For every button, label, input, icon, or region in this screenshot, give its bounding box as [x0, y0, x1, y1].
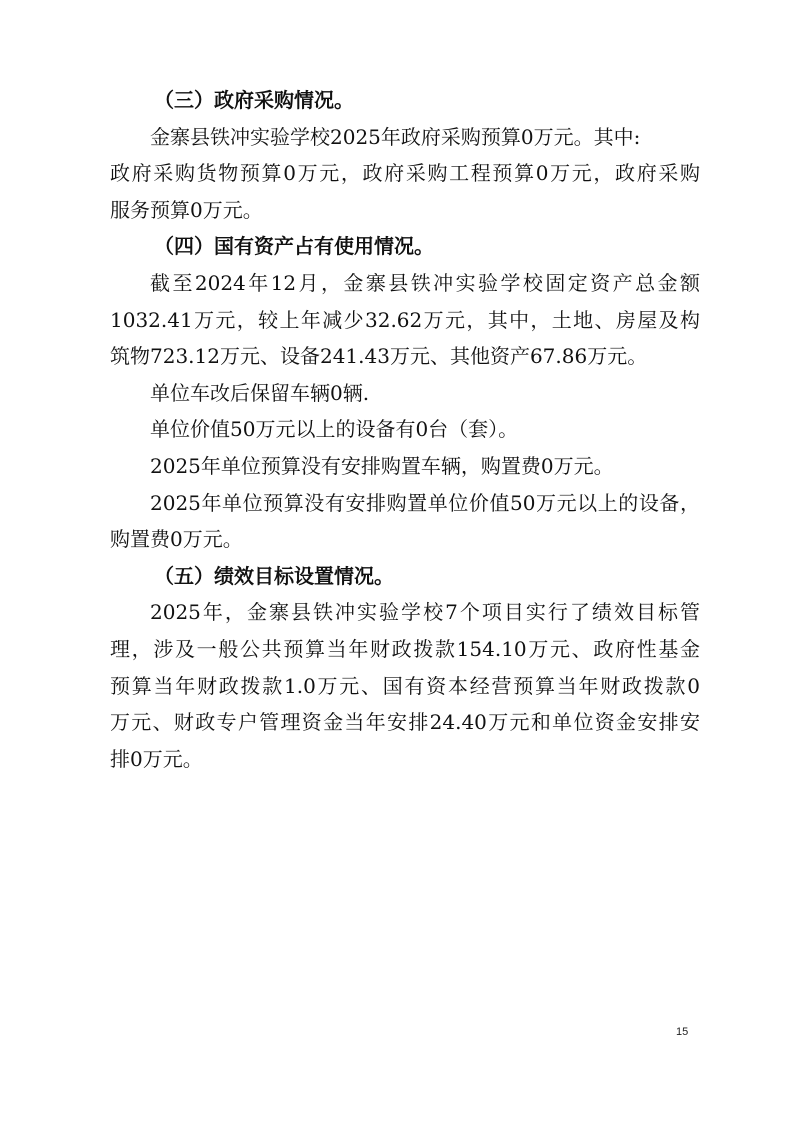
paragraph-line: 2025年，金寨县铁冲实验学校7个项目实行了绩效目标管: [150, 600, 700, 625]
paragraph-line: 单位价值50万元以上的设备有0台（套）。: [150, 417, 519, 442]
section-heading-performance: （五）绩效目标设置情况。: [154, 563, 394, 588]
paragraph-line: 金寨县铁冲实验学校2025年政府采购预算0万元。其中:: [150, 124, 641, 149]
document-body: [110, 82, 700, 777]
paragraph-line: 理，涉及一般公共预算当年财政拨款154.10万元、政府性基金: [110, 636, 700, 661]
paragraph-line: 1032.41万元，较上年减少32.62万元，其中，土地、房屋及构: [110, 307, 700, 332]
paragraph-line: 截至2024年12月，金寨县铁冲实验学校固定资产总金额: [150, 270, 700, 295]
page-number: 15: [676, 1026, 689, 1038]
section-heading-assets: （四）国有资产占有使用情况。: [154, 234, 434, 259]
paragraph-line: 服务预算0万元。: [110, 197, 263, 222]
paragraph-line: 政府采购货物预算0万元，政府采购工程预算0万元，政府采购: [110, 161, 700, 186]
paragraph-line: 排0万元。: [110, 746, 203, 771]
section-heading-procurement: （三）政府采购情况。: [154, 88, 354, 112]
paragraph-line: 2025年单位预算没有安排购置车辆，购置费0万元。: [150, 453, 614, 478]
paragraph-line: 筑物723.12万元、设备241.43万元、其他资产67.86万元。: [110, 344, 648, 369]
paragraph-line: 购置费0万元。: [110, 527, 243, 552]
paragraph-line: 预算当年财政拨款1.0万元、国有资本经营预算当年财政拨款0: [110, 673, 700, 698]
paragraph-line: 2025年单位预算没有安排购置单位价值50万元以上的设备，: [150, 490, 700, 515]
paragraph-line: 单位车改后保留车辆0辆.: [150, 380, 370, 405]
paragraph-line: 万元、财政专户管理资金当年安排24.40万元和单位资金安排安: [110, 710, 700, 735]
